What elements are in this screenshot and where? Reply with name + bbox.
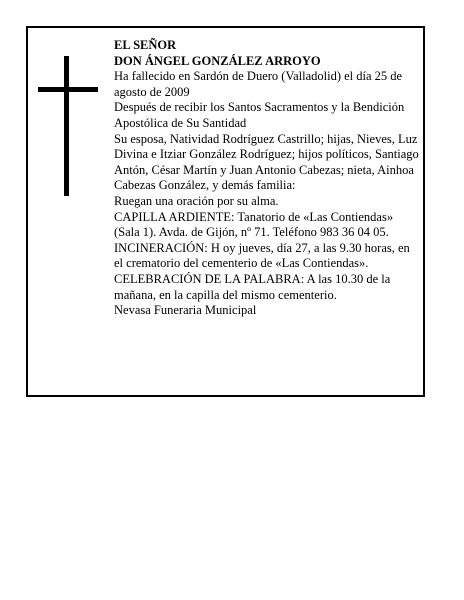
cremation-info: INCINERACIÓN: H oy jueves, día 27, a las 9.30 horas, en el crematorio del cementerio de «Las Contiendas». — [114, 240, 410, 271]
title-line-1: EL SEÑOR — [114, 38, 177, 52]
funeral-home: Nevasa Funeraria Municipal — [114, 303, 257, 318]
obituary-text — [114, 38, 420, 319]
deceased-name: DON ÁNGEL GONZÁLEZ ARROYO — [114, 53, 321, 68]
cross-vertical-bar — [64, 56, 69, 196]
sacraments-statement: Después de recibir los Santos Sacramentos y la Bendición Apostólica de Su Santidad — [114, 100, 405, 130]
chapel-info: CAPILLA ARDIENTE: Tanatorio de «Las Contiendas» (Sala 1). Avda. de Gijón, nº 71. Teléfono 983 36 04 05. — [114, 209, 394, 240]
celebration-info: CELEBRACIÓN DE LA PALABRA: A las 10.30 de la mañana, en la capilla del mismo cementerio. — [114, 271, 391, 302]
cross-horizontal-bar — [38, 87, 98, 92]
prayer-request: Ruegan una oración por su alma. — [114, 193, 279, 208]
death-statement: Ha fallecido en Sardón de Duero (Valladolid) el día 25 de agosto de 2009 — [114, 69, 403, 99]
cross-icon — [38, 56, 98, 196]
family-list: Su esposa, Natividad Rodríguez Castrillo; hijas, Nieves, Luz Divina e Itziar González Rodríguez; hijos políticos, Santiago Antón, César Martín y Juan Antonio Cabezas; nieta, Ainhoa Cabezas González, y demás familia: — [114, 131, 419, 193]
